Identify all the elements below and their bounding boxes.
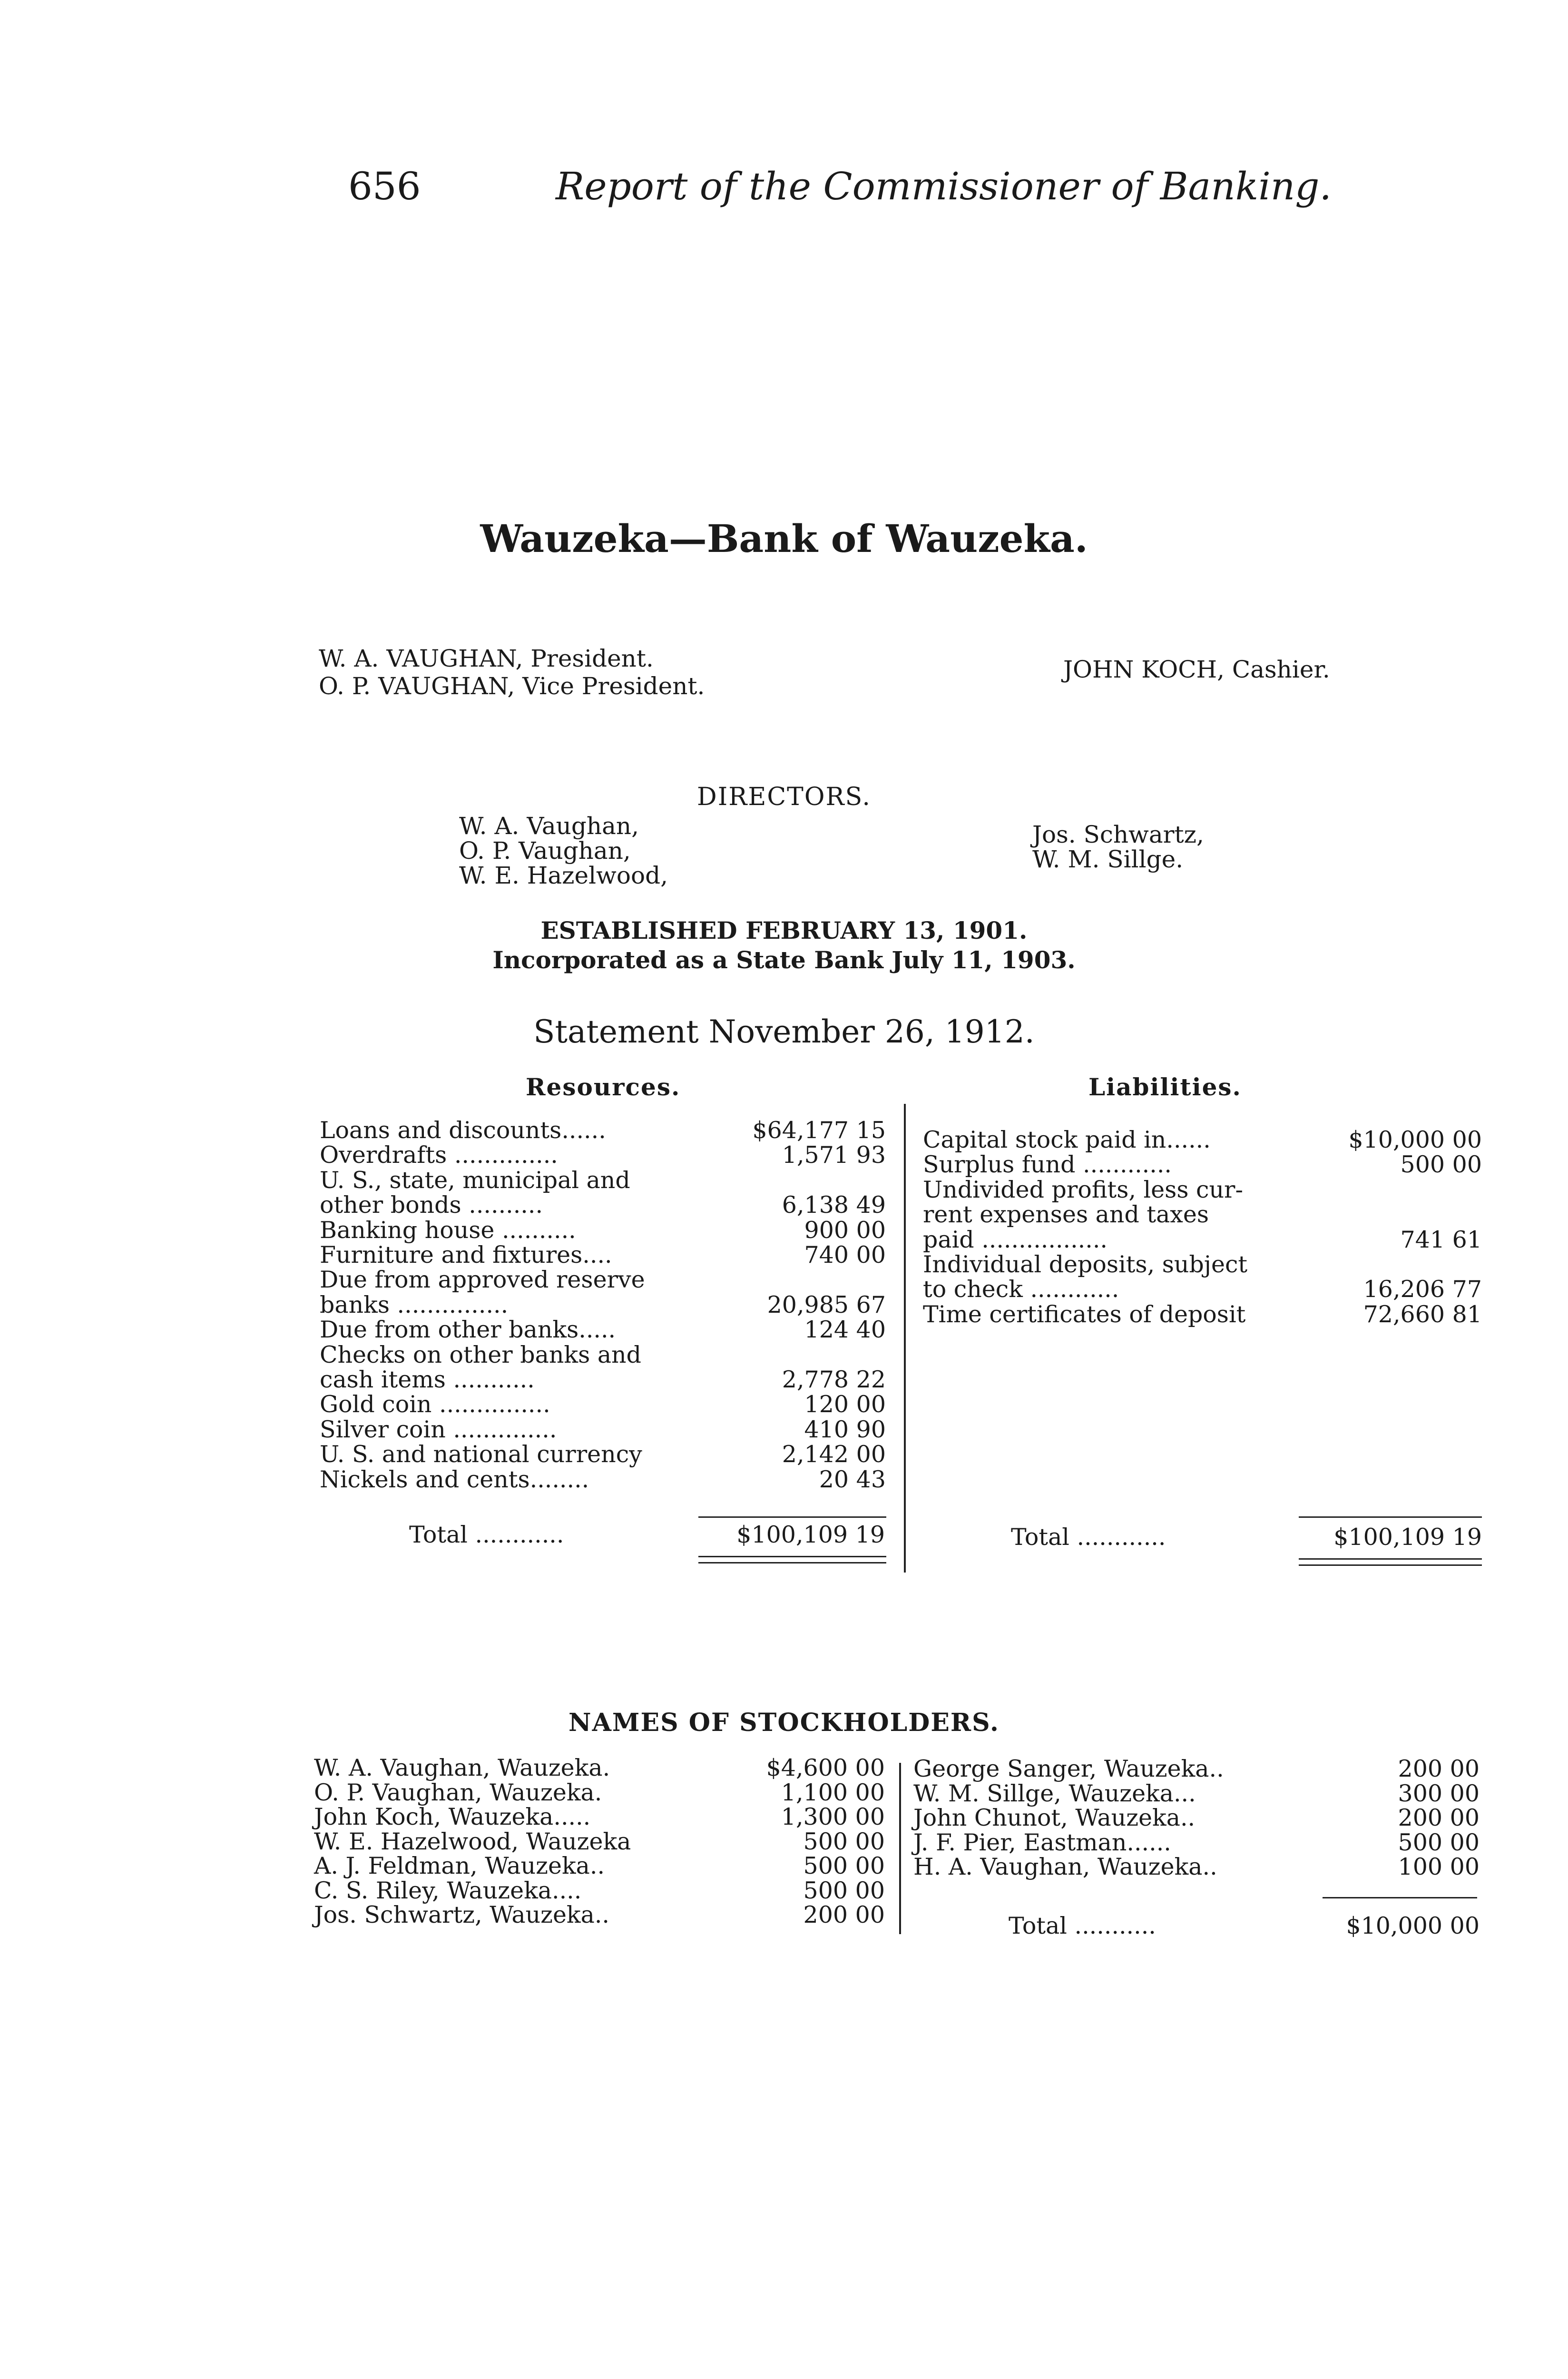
row-label: Checks on other banks and <box>320 1341 641 1368</box>
row-amount: 740 00 <box>804 1241 886 1268</box>
stockholder-row <box>913 1781 1480 1806</box>
row-amount: 6,138 49 <box>782 1191 886 1219</box>
row-label: O. P. Vaughan, Wauzeka. <box>314 1779 602 1806</box>
liabilities-row <box>923 1252 1482 1277</box>
row-label: W. A. Vaughan, Wauzeka. <box>314 1754 610 1781</box>
row-amount: 300 00 <box>1398 1779 1480 1807</box>
row-amount: 16,206 77 <box>1363 1276 1482 1303</box>
row-label: W. M. Sillge, Wauzeka... <box>913 1779 1196 1807</box>
row-label: Capital stock paid in...... <box>923 1126 1211 1153</box>
officers-block <box>319 645 705 700</box>
row-label: Loans and discounts...... <box>320 1117 606 1144</box>
directors-right-column <box>1032 822 1204 872</box>
resources-row <box>320 1343 886 1367</box>
stockholder-row <box>913 1757 1480 1781</box>
row-label: to check ............ <box>923 1276 1119 1303</box>
resources-row <box>320 1218 886 1243</box>
row-label: W. E. Hazelwood, Wauzeka <box>314 1828 631 1855</box>
liabilities-total-row <box>1011 1525 1482 1550</box>
liabilities-row <box>923 1178 1482 1202</box>
stockholder-row <box>913 1855 1480 1879</box>
total-label: Total ........... <box>1009 1912 1156 1939</box>
liabilities-row <box>923 1128 1482 1152</box>
liabilities-row <box>923 1228 1482 1252</box>
resources-row <box>320 1118 886 1143</box>
incorporated-line: Incorporated as a State Bank July 11, 1903. <box>492 946 1076 974</box>
directors-heading: DIRECTORS. <box>697 783 871 811</box>
row-amount: 741 61 <box>1400 1226 1482 1253</box>
row-label: banks ............... <box>320 1291 509 1318</box>
row-amount: 200 00 <box>1398 1755 1480 1782</box>
row-amount: $10,000 00 <box>1348 1126 1482 1153</box>
row-label: rent expenses and taxes <box>923 1201 1209 1229</box>
running-header <box>0 164 1568 221</box>
stockholder-row <box>314 1878 885 1903</box>
established-line: ESTABLISHED FEBRUARY 13, 1901. <box>540 916 1028 944</box>
resources-row <box>320 1367 886 1392</box>
resources-row <box>320 1243 886 1268</box>
row-label: Jos. Schwartz, Wauzeka.. <box>314 1901 609 1928</box>
vice-president-line: O. P. VAUGHAN, Vice President. <box>319 672 705 700</box>
row-amount: $64,177 15 <box>752 1117 886 1144</box>
resources-row <box>320 1392 886 1417</box>
establishment-info <box>0 916 1568 975</box>
row-amount: 500 00 <box>803 1852 885 1879</box>
stockholder-row <box>314 1854 885 1878</box>
stockholder-row <box>314 1829 885 1854</box>
row-amount: 2,142 00 <box>782 1441 886 1468</box>
row-amount: 500 00 <box>1398 1828 1480 1856</box>
row-amount: 2,778 22 <box>782 1366 886 1393</box>
row-amount: $4,600 00 <box>766 1754 885 1781</box>
row-label: J. F. Pier, Eastman...... <box>913 1828 1171 1856</box>
row-amount: 500 00 <box>803 1877 885 1904</box>
liabilities-heading: Liabilities. <box>1088 1073 1242 1101</box>
cashier-line: JOHN KOCH, Cashier. <box>1063 656 1330 683</box>
row-label: U. S. and national currency <box>320 1441 642 1468</box>
liabilities-row <box>923 1152 1482 1177</box>
stockholder-row <box>913 1806 1480 1830</box>
bank-title: Wauzeka—Bank of Wauzeka. <box>480 516 1088 561</box>
row-amount: 200 00 <box>1398 1804 1480 1831</box>
row-label: Overdrafts .............. <box>320 1141 558 1169</box>
row-amount: 1,300 00 <box>781 1803 885 1830</box>
resources-total-rule <box>698 1516 886 1518</box>
total-amount: $100,109 19 <box>736 1521 885 1548</box>
row-label: U. S., state, municipal and <box>320 1166 630 1194</box>
row-label: Surplus fund ............ <box>923 1151 1172 1179</box>
liabilities-row <box>923 1302 1482 1327</box>
row-label: cash items ........... <box>320 1366 535 1393</box>
resources-row <box>320 1317 886 1342</box>
liabilities-row <box>923 1202 1482 1227</box>
resources-row <box>320 1442 886 1467</box>
row-amount: 120 00 <box>804 1391 886 1418</box>
row-label: George Sanger, Wauzeka.. <box>913 1755 1224 1782</box>
column-divider <box>904 1104 906 1573</box>
director-name: W. M. Sillge. <box>1032 845 1184 873</box>
row-label: John Koch, Wauzeka..... <box>314 1803 591 1830</box>
row-label: Undivided profits, less cur- <box>923 1176 1244 1203</box>
stockholders-heading: NAMES OF STOCKHOLDERS. <box>568 1708 1000 1737</box>
resources-heading: Resources. <box>526 1073 681 1101</box>
director-name: W. E. Hazelwood, <box>459 862 668 889</box>
total-label: Total ............ <box>1011 1524 1166 1551</box>
row-label: Due from other banks..... <box>320 1316 616 1344</box>
stockholder-row <box>314 1805 885 1829</box>
stockholders-total-rule <box>1323 1897 1477 1898</box>
stockholder-row <box>314 1780 885 1805</box>
stockholder-row <box>913 1830 1480 1855</box>
resources-row <box>320 1143 886 1168</box>
row-amount: 410 90 <box>804 1416 886 1443</box>
row-label: C. S. Riley, Wauzeka.... <box>314 1877 582 1904</box>
row-amount: 1,100 00 <box>781 1779 885 1806</box>
stockholders-divider <box>899 1763 901 1934</box>
row-label: Silver coin .............. <box>320 1416 557 1443</box>
row-label: other bonds .......... <box>320 1191 543 1219</box>
row-label: H. A. Vaughan, Wauzeka.. <box>913 1853 1217 1880</box>
liabilities-total-rule <box>1299 1516 1482 1518</box>
directors-left-column <box>459 814 668 888</box>
row-label: Time certificates of deposit <box>923 1300 1246 1328</box>
resources-row <box>320 1417 886 1442</box>
row-amount: 500 00 <box>1400 1151 1482 1179</box>
resources-total-row <box>409 1523 885 1547</box>
resources-row <box>320 1268 886 1292</box>
stockholder-row <box>314 1903 885 1927</box>
row-label: paid ................. <box>923 1226 1107 1253</box>
row-amount: 20 43 <box>819 1465 886 1493</box>
resources-row <box>320 1193 886 1218</box>
stockholder-row <box>314 1756 885 1780</box>
total-amount: $10,000 00 <box>1346 1912 1480 1939</box>
row-amount: 900 00 <box>804 1216 886 1244</box>
row-label: Nickels and cents........ <box>320 1465 589 1493</box>
resources-double-rule <box>698 1556 886 1563</box>
row-label: Individual deposits, subject <box>923 1251 1248 1278</box>
liabilities-double-rule <box>1299 1558 1482 1566</box>
row-amount: 200 00 <box>803 1901 885 1928</box>
resources-row <box>320 1467 886 1492</box>
director-name: O. P. Vaughan, <box>459 837 631 865</box>
row-amount: 1,571 93 <box>782 1141 886 1169</box>
row-label: A. J. Feldman, Wauzeka.. <box>314 1852 605 1879</box>
director-name: Jos. Schwartz, <box>1032 821 1204 848</box>
total-label: Total ............ <box>409 1521 564 1548</box>
row-label: Due from approved reserve <box>320 1266 645 1294</box>
liabilities-row <box>923 1277 1482 1302</box>
row-amount: 100 00 <box>1398 1853 1480 1880</box>
running-title: Report of the Commissioner of Banking. <box>556 164 1332 208</box>
director-name: W. A. Vaughan, <box>459 812 639 840</box>
row-label: Furniture and fixtures.... <box>320 1241 612 1268</box>
row-amount: 124 40 <box>804 1316 886 1344</box>
row-amount: 500 00 <box>803 1828 885 1855</box>
row-label: John Chunot, Wauzeka.. <box>913 1804 1196 1831</box>
row-label: Banking house .......... <box>320 1216 576 1244</box>
president-line: W. A. VAUGHAN, President. <box>319 645 654 672</box>
row-amount: 20,985 67 <box>767 1291 886 1318</box>
resources-row <box>320 1293 886 1317</box>
page-number: 656 <box>348 164 421 208</box>
total-amount: $100,109 19 <box>1333 1524 1482 1551</box>
resources-row <box>320 1168 886 1193</box>
row-amount: 72,660 81 <box>1363 1300 1482 1328</box>
row-label: Gold coin ............... <box>320 1391 550 1418</box>
stockholders-total-row <box>1009 1914 1480 1938</box>
statement-title: Statement November 26, 1912. <box>533 1013 1035 1050</box>
